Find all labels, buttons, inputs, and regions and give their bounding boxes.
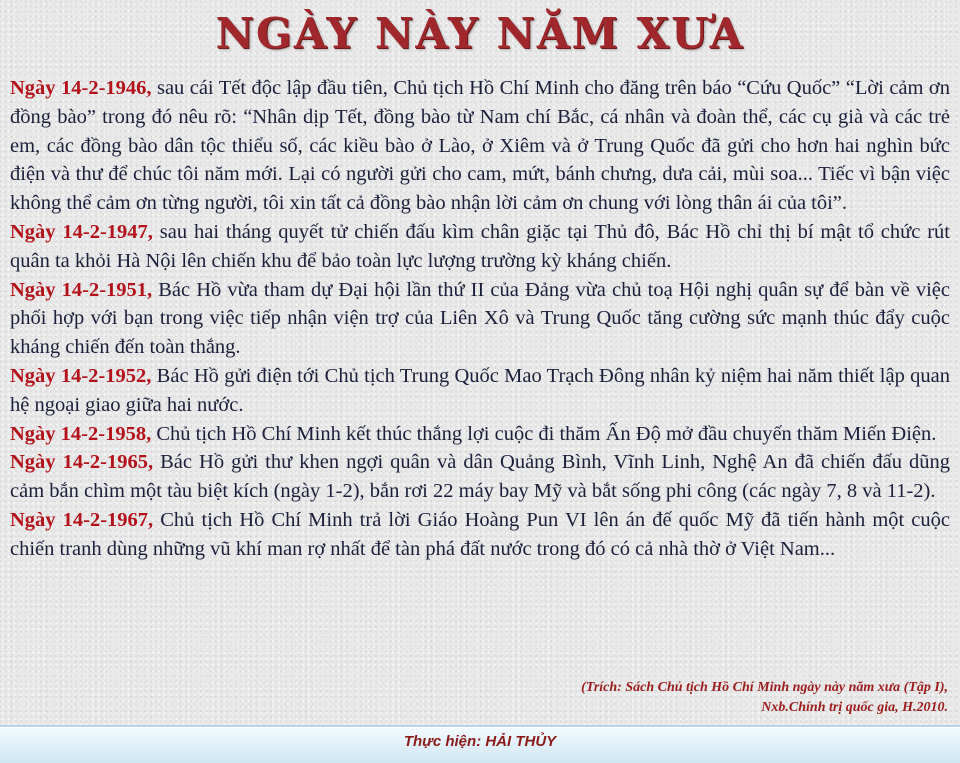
entry-text: Bác Hồ gửi thư khen ngợi quân và dân Quảng Bình, Vĩnh Linh, Nghệ An đã chiến đấu dũng cảm bắn chìm một tàu biệt kích (ngày 1-2), bắn rơi 22 máy bay Mỹ và bắt sống phi công (các ngày 7, 8 và 11-2).: [10, 451, 950, 503]
entry-date: Ngày 14-2-1952,: [10, 364, 152, 387]
entry-date: Ngày 14-2-1967,: [10, 508, 154, 531]
entry-text: Bác Hồ vừa tham dự Đại hội lần thứ II của Đảng vừa chủ toạ Hội nghị quân sự để bàn về việc phối hợp với bạn trong việc tiếp nhận viện trợ của Liên Xô và Trung Quốc tăng cường sức mạnh thúc đẩy cuộc kháng chiến đến toàn thắng.: [10, 278, 950, 359]
entry-1952: [10, 362, 950, 420]
entry-1967: [10, 506, 950, 564]
entry-date: Ngày 14-2-1947,: [10, 220, 153, 243]
entry-1965: [10, 448, 950, 506]
entry-text: sau cái Tết độc lập đầu tiên, Chủ tịch Hồ Chí Minh cho đăng trên báo “Cứu Quốc” “Lời cảm ơn đồng bào” trong đó nêu rõ: “Nhân dịp Tết, đồng bào từ Nam chí Bắc, cá nhân và đoàn thể, các cụ già và các trẻ em, các đồng bào dân tộc thiểu số, các kiều bào ở Lào, ở Xiêm và ở Trung Quốc đã gửi cho hơn hai nghìn bức điện và thư để chúc tôi năm mới. Lại có người gửi cho cam, mứt, bánh chưng, dưa cải, mùi soa... Tiếc vì bận việc không thể cảm ơn từng người, tôi xin tất cả đồng bào nhận lời cảm ơn chung với lòng thân ái của tôi”.: [10, 77, 950, 215]
entry-1951: [10, 276, 950, 362]
entry-1946: [10, 74, 950, 218]
footer-credit: Thực hiện: HẢI THỦY: [403, 733, 557, 750]
entry-text: Chủ tịch Hồ Chí Minh trả lời Giáo Hoàng Pun VI lên án đế quốc Mỹ đã tiến hành một cuộc chiến tranh dùng những vũ khí man rợ nhất để tàn phá đất nước trong đó có cả nhà thờ ở Việt Nam...: [10, 508, 950, 560]
entry-text: Bác Hồ gửi điện tới Chủ tịch Trung Quốc Mao Trạch Đông nhân kỷ niệm hai năm thiết lập quan hệ ngoại giao giữa hai nước.: [10, 364, 950, 416]
entry-text: Chủ tịch Hồ Chí Minh kết thúc thắng lợi cuộc đi thăm Ấn Độ mở đầu chuyến thăm Miến Điện.: [151, 422, 937, 445]
entry-1958: [10, 420, 950, 449]
entries-list: [10, 74, 950, 564]
page-title: NGÀY NÀY NĂM XƯA: [215, 9, 745, 58]
entry-1947: [10, 218, 950, 276]
entry-date: Ngày 14-2-1946,: [10, 77, 152, 99]
entry-text: sau hai tháng quyết tử chiến đấu kìm chân giặc tại Thủ đô, Bác Hồ chỉ thị bí mật tổ chức rút quân ta khỏi Hà Nội lên chiến khu để bảo toàn lực lượng trường kỳ kháng chiến.: [10, 220, 950, 272]
entry-date: Ngày 14-2-1958,: [10, 422, 152, 445]
source-citation: [348, 678, 948, 718]
source-line-1: (Trích: Sách Chủ tịch Hồ Chí Minh ngày này năm xưa (Tập I),: [581, 680, 948, 695]
source-line-2: Nxb.Chính trị quốc gia, H.2010.: [761, 700, 948, 715]
entry-date: Ngày 14-2-1965,: [10, 451, 154, 474]
entry-date: Ngày 14-2-1951,: [10, 278, 153, 301]
